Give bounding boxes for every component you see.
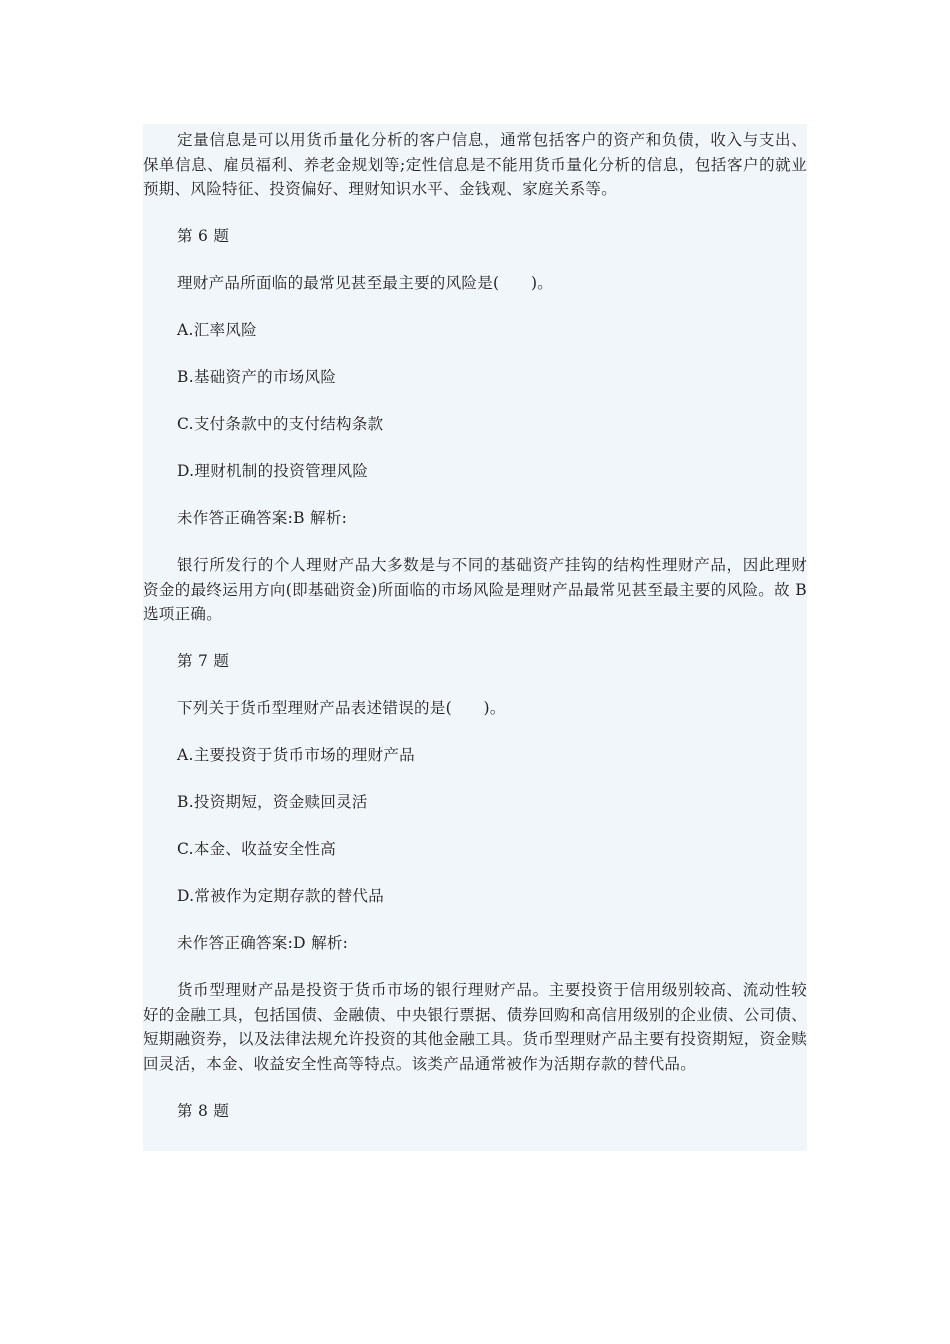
question-7-explanation: 货币型理财产品是投资于货币市场的银行理财产品。主要投资于信用级别较高、流动性较好的金融工具，包括国债、金融债、中央银行票据、债券回购和高信用级别的企业债、公司债、短期融资券，以及法律法规允许投资的其他金融工具。货币型理财产品主要有投资期短，资金赎回灵活，本金、收益安全性高等特点。该类产品通常被作为活期存款的替代品。 <box>143 981 807 1073</box>
question-7-option-b: B.投资期短，资金赎回灵活 <box>177 793 368 811</box>
question-7-text: 下列关于货币型理财产品表述错误的是( )。 <box>177 699 506 717</box>
question-7-option-d: D.常被作为定期存款的替代品 <box>177 887 385 905</box>
question-6-option-c: C.支付条款中的支付结构条款 <box>177 415 384 433</box>
question-7-option-a: A.主要投资于货币市场的理财产品 <box>177 746 415 764</box>
intro-paragraph: 定量信息是可以用货币量化分析的客户信息，通常包括客户的资产和负债，收入与支出、保单信息、雇员福利、养老金规划等;定性信息是不能用货币量化分析的信息，包括客户的就业预期、风险特征、投资偏好、理财知识水平、金钱观、家庭关系等。 <box>143 131 807 198</box>
question-6-heading: 第 6 题 <box>177 227 230 245</box>
question-6-answer: 未作答正确答案:B 解析: <box>177 509 348 527</box>
question-6-option-b: B.基础资产的市场风险 <box>177 368 337 386</box>
question-6-option-d: D.理财机制的投资管理风险 <box>177 462 369 480</box>
document-content <box>143 124 807 1151</box>
question-7-option-c: C.本金、收益安全性高 <box>177 840 337 858</box>
question-8-heading: 第 8 题 <box>177 1101 230 1120</box>
question-6-text: 理财产品所面临的最常见甚至最主要的风险是( )。 <box>177 274 554 292</box>
question-7-answer: 未作答正确答案:D 解析: <box>177 934 349 952</box>
question-6-option-a: A.汇率风险 <box>177 321 257 339</box>
question-7-heading: 第 7 题 <box>177 652 230 670</box>
question-6-explanation: 银行所发行的个人理财产品大多数是与不同的基础资产挂钩的结构性理财产品，因此理财资金的最终运用方向(即基础资金)所面临的市场风险是理财产品最常见甚至最主要的风险。故 B 选项正确。 <box>143 556 807 623</box>
